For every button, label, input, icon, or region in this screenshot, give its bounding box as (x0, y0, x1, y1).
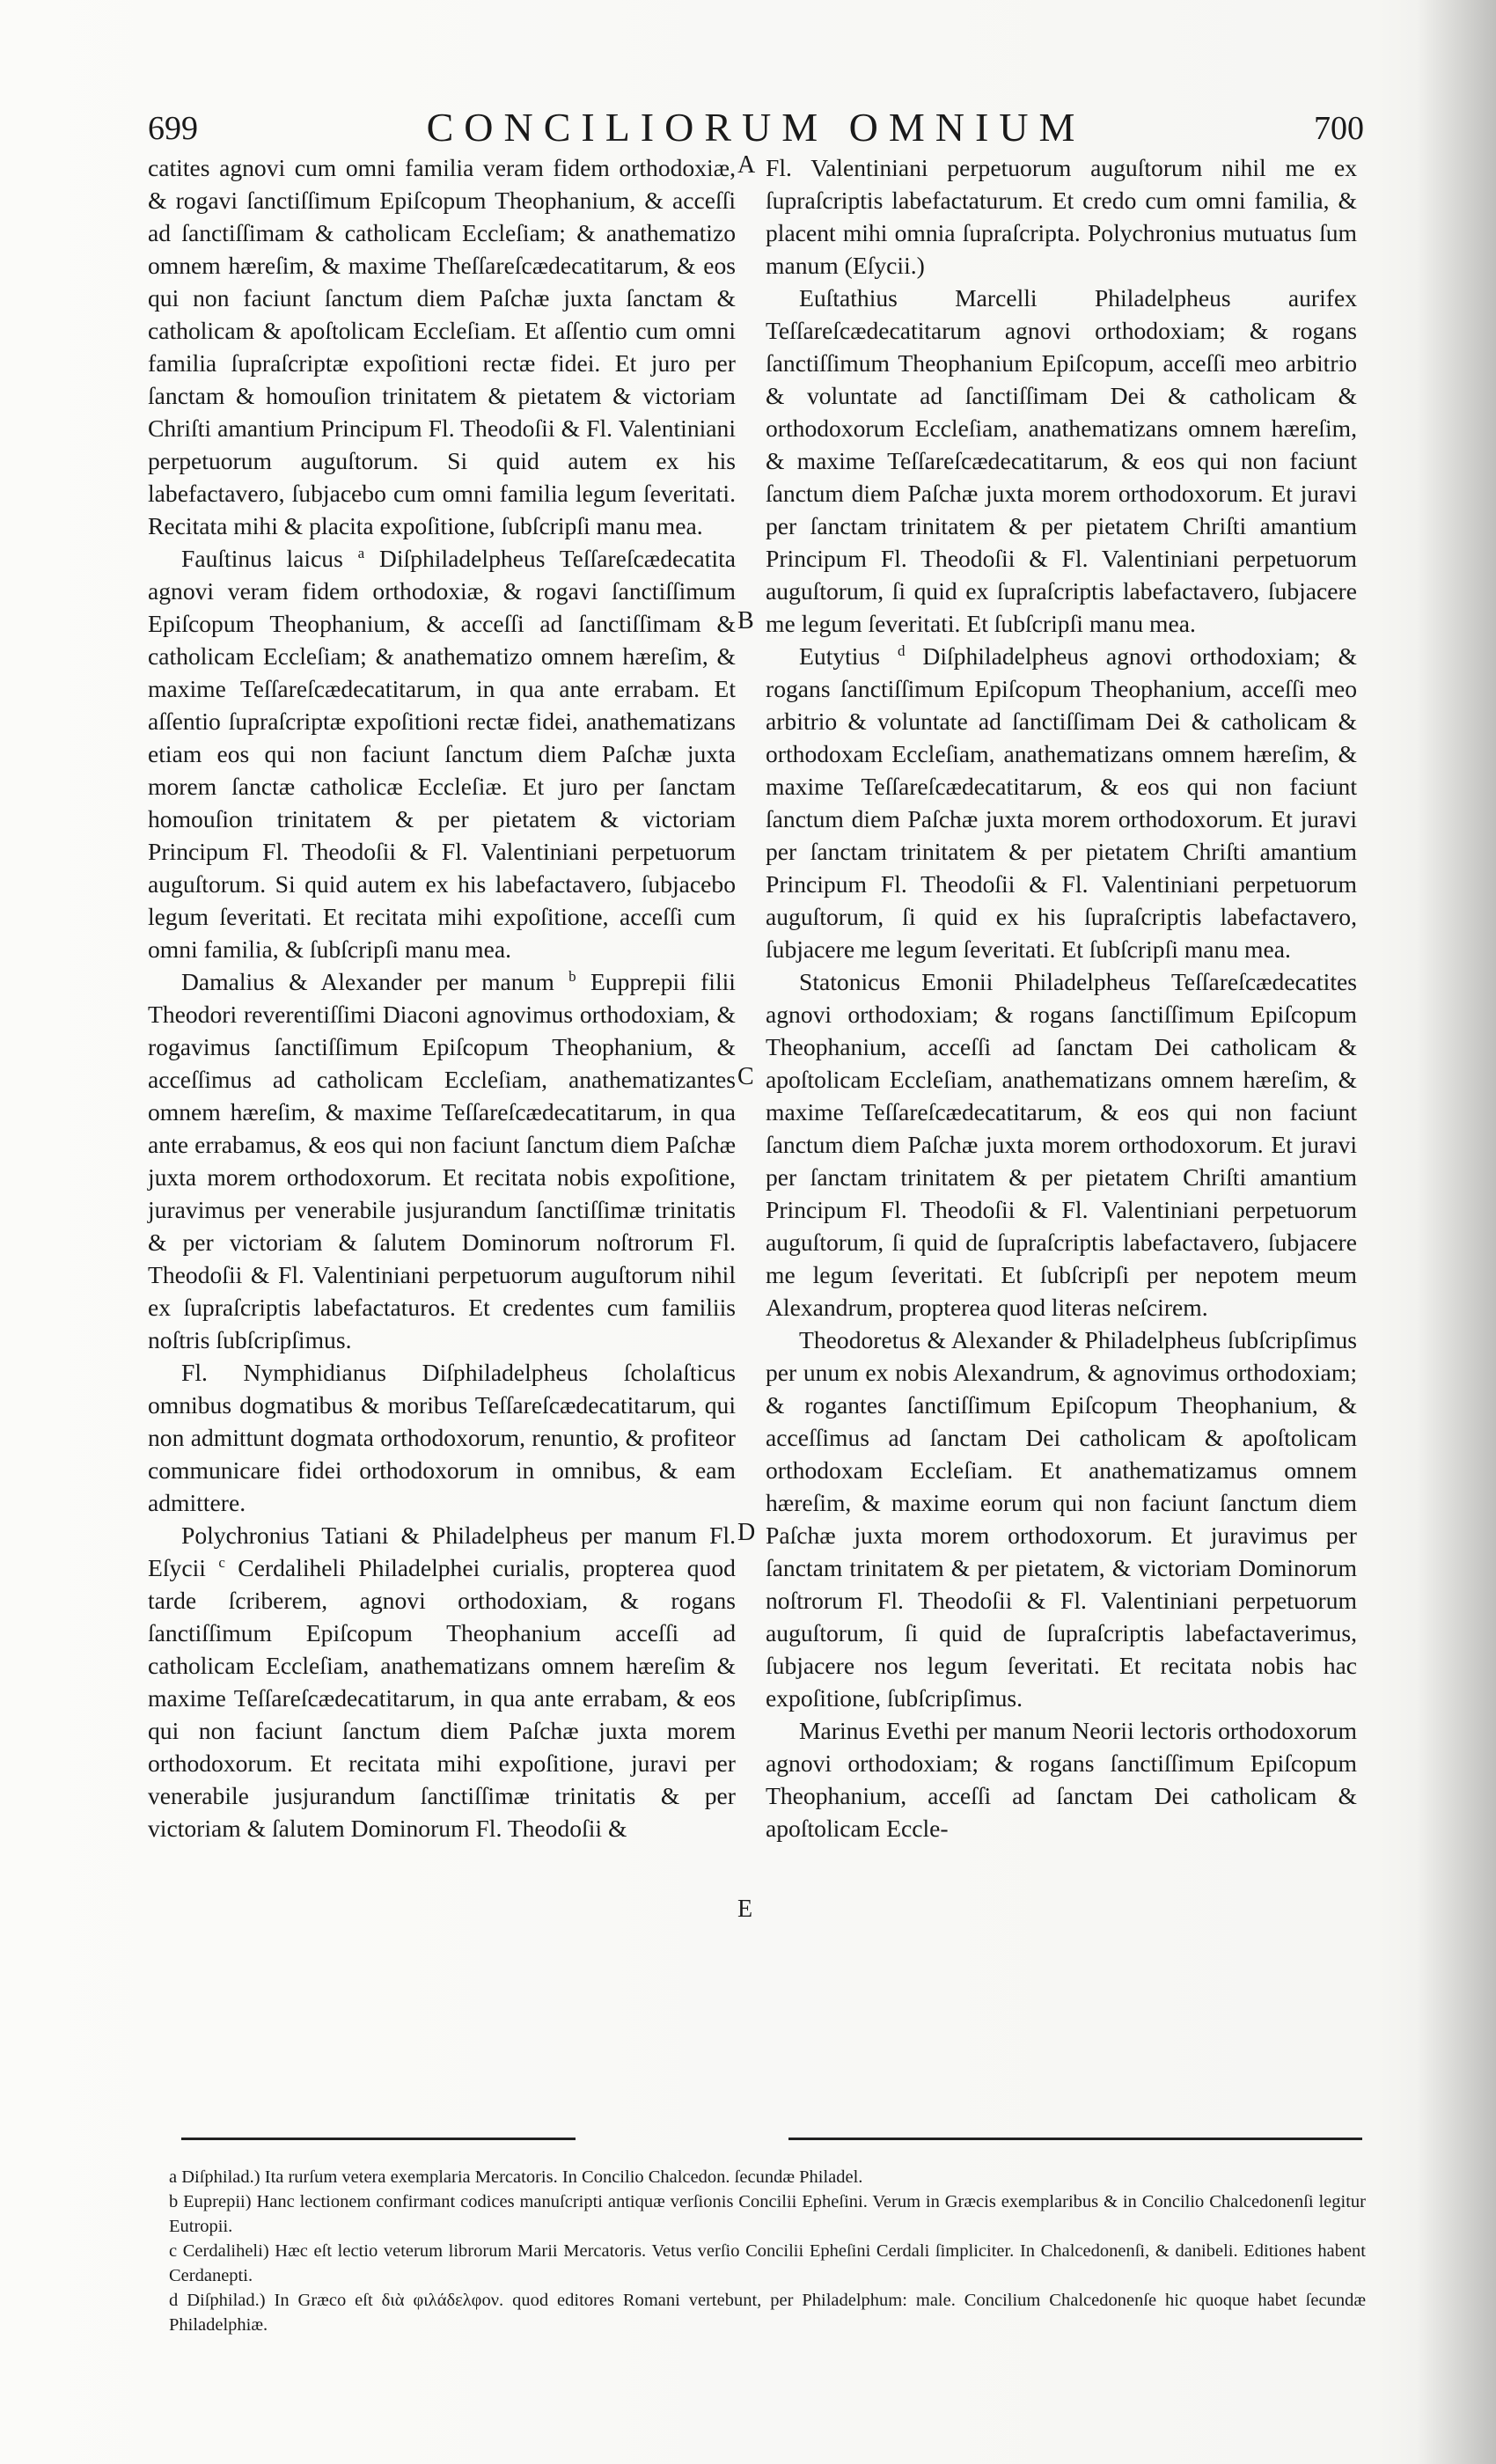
left-paragraph-5: Polychronius Tatiani & Philadelpheus per manum Fl. Eſycii $^c$ Cerdaliheli Philadelphei curialis, propterea quod tarde ſcriberem, agnovi orthodoxiam, & rogans ſanctiſſimum Epiſcopum Theophanium acceſſi ad catholicam Eccleſiam, anathematizans omnem hæreſim & maxime Teſſareſcædecatitarum, in qua ante errabam, & eos qui non faciunt ſanctum diem Paſchæ juxta morem orthodoxorum. Et recitata mihi expoſitione, juravi per venerabile jusjurandum ſanctiſſimæ trinitatis & per victoriam & ſalutem Dominorum Fl. Theodoſii & (148, 1522, 736, 1842)
footnotes (169, 2165, 1366, 2337)
margin-letter-a: A (737, 151, 756, 179)
footnote-c: c Cerdaliheli) Hæc eſt lectio veterum librorum Marii Mercatoris. Vetus verſio Concilii Epheſini Cerdali ſimpliciter. In Chalcedonenſi, & danibeli. Editiones habent Cerdanepti. (169, 2241, 1366, 2285)
right-paragraph-5: Theodoretus & Alexander & Philadelpheus ſubſcripſimus per unum ex nobis Alexandrum, & agnovimus orthodoxiam; & rogantes ſanctiſſimum Epiſcopum Theophanium, & acceſſimus ad ſanctam Dei catholicam & apoſtolicam orthodoxam Eccleſiam. Et anathematizamus omnem hæreſim, & maxime eorum qui non faciunt ſanctum diem Paſchæ juxta morem orthodoxorum. Et juravimus per ſanctam trinitatem & per pietatem, & victoriam Dominorum noſtrorum Fl. Theodoſii & Fl. Valentiniani perpetuorum auguſtorum, ſi quid de ſupraſcriptis labefactaverimus, ſubjacere nos legum ſeveritati. Et recitata nobis hac expoſitione, ſubſcripſimus. (766, 1326, 1357, 1712)
left-paragraph-3: Damalius & Alexander per manum $^b$ Eupprepii filii Theodori reverentiſſimi Diaconi agnovimus orthodoxiam, & rogavimus ſanctiſſimum Epiſcopum Theophanium, & acceſſimus ad catholicam Eccleſiam, anathematizantes omnem hæreſim, & maxime Teſſareſcædecatitarum, in qua ante errabamus, & eos qui non faciunt ſanctum diem Paſchæ juxta morem orthodoxorum. Et recitata nobis expoſitione, juravimus per venerabile jusjurandum ſanctiſſimæ trinitatis & per victoriam & ſalutem Dominorum noſtrorum Fl. Theodoſii & Fl. Valentiniani perpetuorum auguſtorum nihil ex ſupraſcriptis labefactaturos. Et credentes cum familiis noſtris ſubſcripſimus. (148, 967, 736, 1353)
page-number-right: 700 (1314, 110, 1364, 147)
left-paragraph-1: catites agnovi cum omni familia veram fidem orthodoxiæ, & rogavi ſanctiſſimum Epiſcopum Theophanium, & acceſſi ad ſanctiſſimam & catholicam Eccleſiam; & anathematizo omnem hæreſim, & maxime Theſſareſcædecatitarum, & eos qui non faciunt ſanctum diem Paſchæ juxta ſanctam & catholicam & apoſtolicam Eccleſiam. Et aſſentio cum omni familia ſupraſcriptæ expoſitioni rectæ fidei. Et juro per ſanctam & homouſion trinitatem & pietatem & victoriam Chriſti amantium Principum Fl. Theodoſii & Fl. Valentiniani perpetuorum auguſtorum. Si quid autem ex his labefactavero, ſubjacebo cum omni familia legum ſeveritati. Recitata mihi & placita expoſitione, ſubſcripſi manu mea. (148, 154, 736, 539)
right-paragraph-3: Eutytius $^d$ Diſphiladelpheus agnovi orthodoxiam; & rogans ſanctiſſimum Epiſcopum Theophanium, acceſſi meo arbitrio & voluntate ad ſanctiſſimam Dei & catholicam & orthodoxam Eccleſiam, anathematizans omnem hæreſim, & maxime Teſſareſcædecatitarum, & eos qui non faciunt ſanctum diem Paſchæ juxta morem orthodoxorum. Et juravi per ſanctam trinitatem & per pietatem Chriſti amantium Principum Fl. Theodoſii & Fl. Valentiniani perpetuorum auguſtorum, ſi quid ex his ſupraſcriptis labefactavero, ſubjacere me legum ſeveritati. Et ſubſcripſi manu mea. (766, 642, 1357, 963)
right-paragraph-1: Fl. Valentiniani perpetuorum auguſtorum nihil me ex ſupraſcriptis labefactaturum. Et credo cum omni familia, & placent mihi omnia ſupraſcripta. Polychronius mutuatus ſum manum (Eſycii.) (766, 154, 1357, 279)
footnote-rule-right (788, 2138, 1362, 2140)
footnote-rule-left (181, 2138, 576, 2140)
footnote-ref-a: a (357, 544, 365, 561)
footnote-ref-d: d (897, 642, 906, 659)
right-paragraph-4: Statonicus Emonii Philadelpheus Teſſareſcædecatites agnovi orthodoxiam; & rogans ſanctiſſimum Epiſcopum Theophanium, acceſſi ad ſanctam Dei catholicam & apoſtolicam Eccleſiam, anathematizans omnem hæreſim, & maxime Teſſareſcædecatitarum, & eos qui non faciunt ſanctum diem Paſchæ juxta morem orthodoxorum. Et juravi per ſanctam trinitatem & per pietatem Chriſti amantium Principum Fl. Theodoſii & Fl. Valentiniani perpetuorum auguſtorum, ſi quid de ſupraſcriptis labefactavero, ſubjacere me legum ſeveritati. Et ſubſcripſi per nepotem meum Alexandrum, propterea quod literas neſcirem. (766, 968, 1357, 1321)
margin-letter-b: B (737, 607, 754, 634)
margin-letter-c: C (737, 1063, 754, 1090)
page-edge-shadow (1417, 0, 1496, 2464)
left-paragraph-4: Fl. Nymphidianus Diſphiladelpheus ſcholaſticus omnibus dogmatibus & moribus Teſſareſcædecatitarum, qui non admittunt dogmata orthodoxorum, renuntio, & profiteor communicare fidei orthodoxorum in omnibus, & eam admittere. (148, 1359, 736, 1516)
right-column (766, 151, 1357, 1844)
right-paragraph-6: Marinus Evethi per manum Neorii lectoris orthodoxorum agnovi orthodoxiam; & rogans ſanctiſſimum Epiſcopum Theophanium, acceſſi ad ſanctam Dei catholicam & apoſtolicam Eccle- (766, 1717, 1357, 1842)
right-paragraph-2: Euſtathius Marcelli Philadelpheus aurifex Teſſareſcædecatitarum agnovi orthodoxiam; & rogans ſanctiſſimum Theophanium Epiſcopum, acceſſi meo arbitrio & voluntate ad ſanctiſſimam Dei & catholicam & orthodoxorum Eccleſiam, anathematizans omnem hæreſim, & maxime Teſſareſcædecatitarum, & eos qui non faciunt ſanctum diem Paſchæ juxta morem orthodoxorum. Et juravi per ſanctam trinitatem & per pietatem Chriſti amantium Principum Fl. Theodoſii & Fl. Valentiniani perpetuorum auguſtorum, ſi quid ex ſupraſcriptis labefactavero, ſubjacere me legum ſeveritati. Et ſubſcripſi manu mea. (766, 284, 1357, 637)
margin-letter-e: E (737, 1896, 753, 1923)
footnote-a: a Diſphilad.) Ita rurſum vetera exemplaria Mercatoris. In Concilio Chalcedon. ſecundæ Philadel. (169, 2167, 863, 2187)
page-header (148, 104, 1364, 157)
footnote-b: b Euprepii) Hanc lectionem confirmant codices manuſcripti antiquæ verſionis Concilii Epheſini. Verum in Græcis exemplaribus & in Concilio Chalcedonenſi legitur Eutropii. (169, 2192, 1366, 2236)
footnote-ref-c: c (218, 1553, 225, 1571)
margin-letter-d: D (737, 1519, 756, 1546)
left-column (148, 151, 736, 1844)
footnote-ref-b: b (568, 967, 576, 985)
footnote-d: d Diſphilad.) In Græco eſt διὰ φιλάδελφον. quod editores Romani vertebunt, per Philadelphum: male. Concilium Chalcedonenſe hic quoque habet ſecundæ Philadelphiæ. (169, 2291, 1366, 2335)
running-title: CONCILIORUM OMNIUM (426, 105, 1086, 150)
left-paragraph-2: Fauſtinus laicus $^a$ Diſphiladelpheus Teſſareſcædecatita agnovi veram fidem orthodoxiæ, & rogavi ſanctiſſimum Epiſcopum Theophanium, & acceſſi ad ſanctiſſimam & catholicam Eccleſiam; & anathematizo omnem hæreſim, & maxime Teſſareſcædecatitarum, in qua ante errabam. Et aſſentio ſupraſcriptæ expoſitioni rectæ fidei, anathematizans etiam eos qui non faciunt ſanctum diem Paſchæ juxta morem ſanctæ catholicæ Eccleſiæ. Et juro per ſanctam homouſion trinitatem & per pietatem & victoriam Principum Fl. Theodoſii & Fl. Valentiniani perpetuorum auguſtorum. Si quid autem ex his labefactavero, ſubjacebo legum ſeveritati. Et recitata mihi expoſitione, acceſſi cum omni familia, & ſubſcripſi manu mea. (148, 544, 736, 963)
page-number-left: 699 (148, 110, 198, 147)
